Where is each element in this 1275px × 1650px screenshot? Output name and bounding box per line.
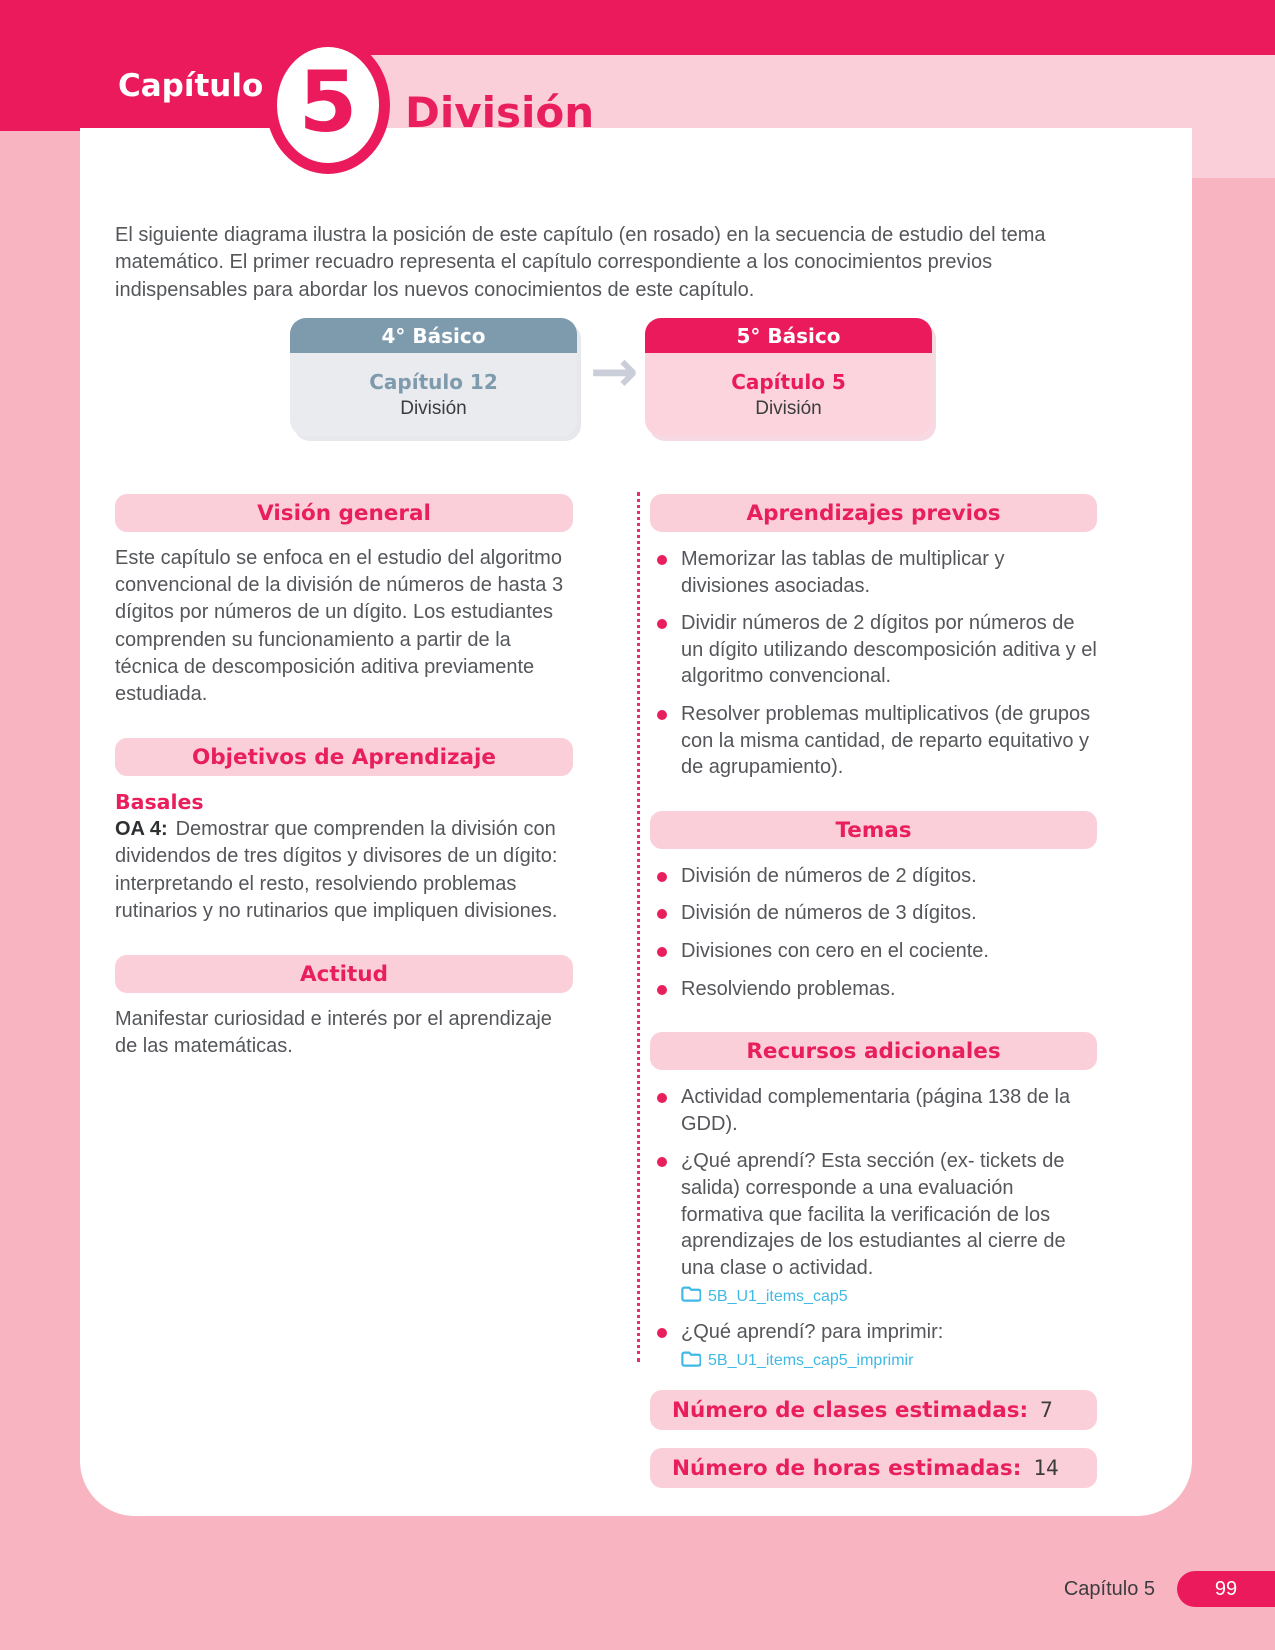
list-item: Memorizar las tablas de multiplicar y divisiones asociadas. (650, 546, 1097, 599)
recursos-heading: Recursos adicionales (650, 1032, 1097, 1070)
section-actitud (115, 955, 573, 1060)
basales-subheading: Basales (115, 790, 204, 815)
temas-list (650, 863, 1097, 1002)
section-vision-general (115, 494, 573, 708)
current-grade-header: 5° Básico (645, 318, 932, 353)
oa-label: OA 4: (115, 818, 168, 841)
arrow-right-icon: → (589, 337, 639, 405)
aprendizajes-previos-heading: Aprendizajes previos (650, 494, 1097, 532)
list-item: Resolviendo problemas. (650, 976, 1097, 1003)
aprendizajes-previos-list (650, 546, 1097, 781)
section-aprendizajes-previos (650, 494, 1097, 781)
objetivos-heading: Objetivos de Aprendizaje (115, 738, 573, 776)
current-box-body (645, 353, 932, 436)
resource-link[interactable]: 5B_U1_items_cap5 (708, 1287, 848, 1305)
section-recursos (650, 1032, 1097, 1372)
current-topic: División (755, 397, 822, 419)
previous-box-body (290, 353, 577, 436)
column-divider (637, 492, 640, 1362)
previous-topic: División (400, 397, 467, 419)
page-title: División (405, 88, 595, 137)
chapter-label: Capítulo (118, 68, 264, 104)
actitud-body: Manifestar curiosidad e interés por el aprendizaje de las matemáticas. (115, 1007, 552, 1058)
horas-estimadas-label: Número de horas estimadas: (672, 1455, 1022, 1481)
sequence-box-current (645, 318, 932, 436)
recursos-list (650, 1084, 1097, 1372)
temas-heading: Temas (650, 811, 1097, 849)
current-chapter: Capítulo 5 (731, 369, 846, 394)
vision-general-heading: Visión general (115, 494, 573, 532)
folder-icon[interactable] (681, 1286, 701, 1307)
intro-paragraph: El siguiente diagrama ilustra la posición de este capítulo (en rosado) en la secuencia de estudio del tema matemático. El primer recuadro representa el capítulo correspondiente a los conocimientos previos indispensables para abordar los nuevos conocimientos de este capítulo. (115, 224, 1046, 301)
section-objetivos (115, 738, 573, 925)
horas-estimadas-value: 14 (1033, 1455, 1059, 1480)
resource-link[interactable]: 5B_U1_items_cap5_imprimir (708, 1352, 914, 1370)
clases-estimadas-banner (650, 1390, 1097, 1430)
vision-general-body: Este capítulo se enfoca en el estudio del algoritmo convencional de la división de números de hasta 3 dígitos por números de un dígito. Los estudiantes comprenden su funcionamiento a partir de la técnica de descomposición aditiva previamente estudiada. (115, 547, 564, 705)
previous-chapter: Capítulo 12 (369, 369, 498, 394)
list-item: División de números de 2 dígitos. (650, 863, 1097, 890)
section-temas (650, 811, 1097, 1002)
oa-text: Demostrar que comprenden la división con dividendos de tres dígitos y divisores de un dígito: interpretando el resto, resolviendo problemas rutinarios y no rutinarios que impliquen divisiones. (115, 818, 558, 922)
right-column (650, 494, 1097, 1488)
chapter-number: 5 (298, 53, 358, 151)
list-item: División de números de 3 dígitos. (650, 900, 1097, 927)
list-item: Actividad complementaria (página 138 de la GDD). (650, 1084, 1097, 1137)
resource-link-row (681, 1351, 1097, 1372)
resource-link-row (681, 1286, 1097, 1307)
clases-estimadas-value: 7 (1040, 1397, 1053, 1422)
list-item: ¿Qué aprendí? Esta sección (ex- tickets de salida) corresponde a una evaluación formativa que facilita la verificación de los aprendizajes de los estudiantes al cierre de una clase o actividad. (650, 1148, 1097, 1281)
footer-chapter-label: Capítulo 5 (1063, 1578, 1155, 1600)
chapter-number-badge (266, 36, 390, 174)
previous-grade-header: 4° Básico (290, 318, 577, 353)
sequence-box-previous (290, 318, 577, 436)
list-item: ¿Qué aprendí? para imprimir: (650, 1319, 1097, 1346)
oa-paragraph (115, 816, 573, 925)
horas-estimadas-banner (650, 1448, 1097, 1488)
folder-icon[interactable] (681, 1351, 701, 1372)
actitud-heading: Actitud (115, 955, 573, 993)
page-number-badge: 99 (1177, 1571, 1275, 1607)
list-item: Resolver problemas multiplicativos (de grupos con la misma cantidad, de reparto equitativo y de agrupamiento). (650, 701, 1097, 781)
left-column (115, 494, 573, 1090)
list-item: Divisiones con cero en el cociente. (650, 938, 1097, 965)
clases-estimadas-label: Número de clases estimadas: (672, 1397, 1029, 1423)
list-item: Dividir números de 2 dígitos por números de un dígito utilizando descomposición aditiva y el algoritmo convencional. (650, 610, 1097, 690)
